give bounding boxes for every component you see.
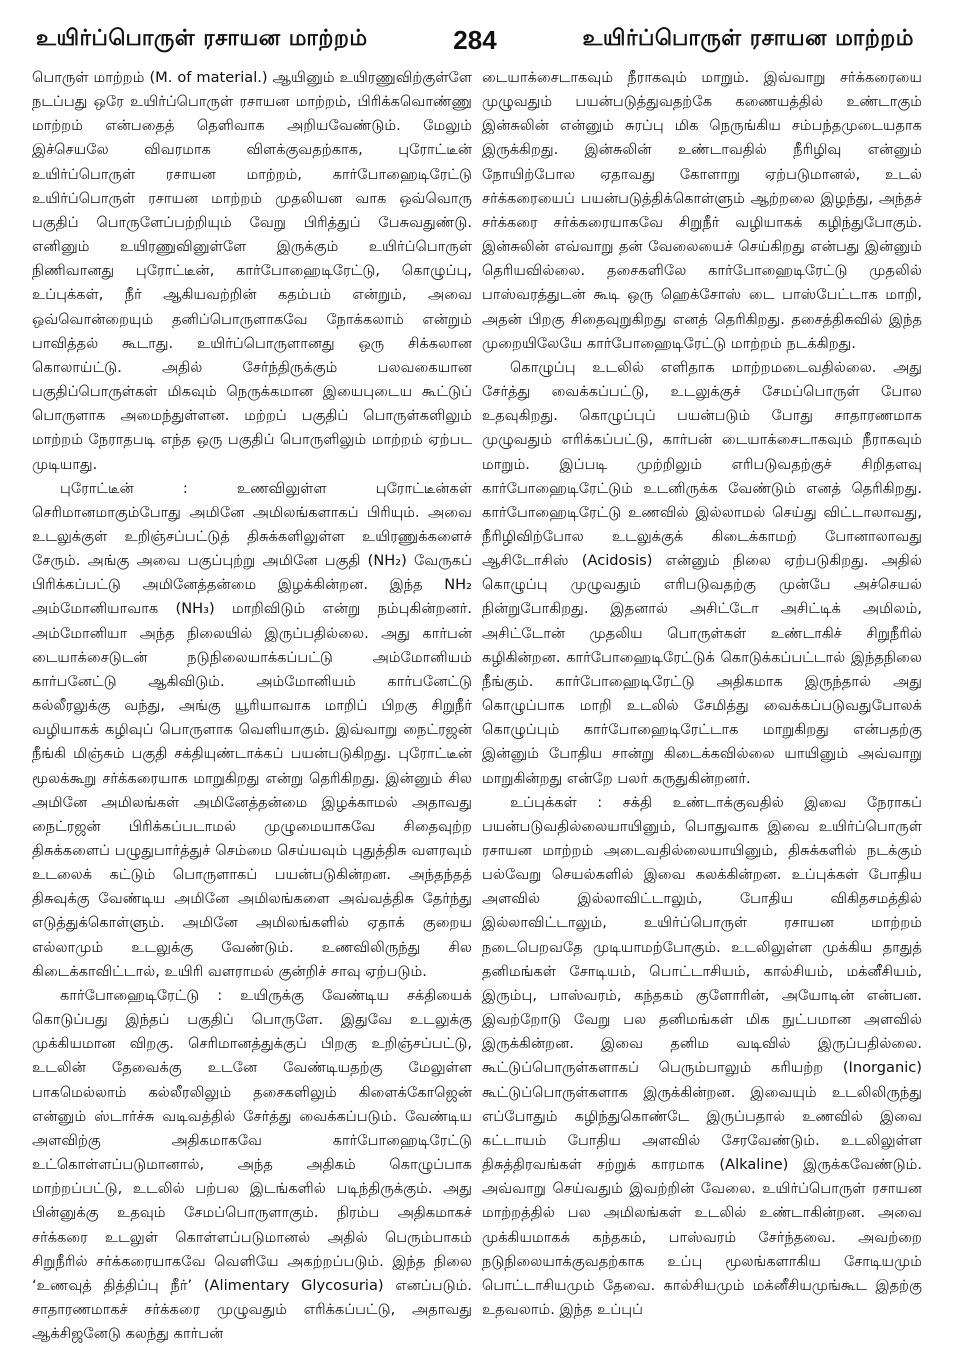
paragraph: டையாக்சைடாகவும் நீராகவும் மாறும். இவ்வாறு சர்க்கரையை முழுவதும் பயன்படுத்துவதற்கே கணையத்தில் உண்டாகும் இன்சுலின் என்னும் சுரப்பு மிக நெருங்கிய சம்பந்தமுடையதாக இருக்கிறது. இன்சுலின் உண்டாவதில் நீரிழிவு என்னும் நோயிற்போல ஏதாவது கோளாறு ஏற்படுமானல், உடல் சர்க்கரையைப் பயன்படுத்திக்கொள்ளும் ஆற்றலை இழந்து, அந்தச் சர்க்கரை சர்க்கரையாகவே சிறுநீர் வழியாகக் கழிந்துபோகும். இன்சுலின் எவ்வாறு தன் வேலையைச் செய்கிறது என்பது இன்னும் தெரியவில்லை. தசைகளிலே கார்போஹைடிரேட்டு முதலில் பாஸ்வரத்துடன் கூடி ஒரு ஹெக்சோஸ் டை பாஸ்பேட்டாக மாறி, அதன் பிறகு சிதைவுறுகிறது எனத் தெரிகிறது. தசைத்திசுவில் இந்த முறையிலேயே கார்போஹைடிரேட்டு மாற்றம் நடக்கிறது. xyxy=(482,69,922,352)
header-title-right: உயிர்ப்பொருள் ரசாயன மாற்றம் xyxy=(582,26,914,51)
paragraph: கார்போஹைடிரேட்டு : உயிருக்கு வேண்டிய சக்தியைக் கொடுப்பது இந்தப் பகுதிப் பொருளே. இதுவே உடலுக்கு முக்கியமான விறகு. செரிமானத்துக்குப் பிறகு உறிஞ்சப்பட்டு, உடலின் தேவைக்கு உடனே வேண்டியதற்கு மேலுள்ள பாகமெல்லாம் கல்லீரலிலும் தசைகளிலும் கிளைக்கோஜென் என்னும் ஸ்டார்ச்சு வடிவத்தில் சேர்த்து வைக்கப்படும். வேண்டிய அளவிற்கு அதிகமாகவே கார்போஹைடிரேட்டு உட்கொள்ளப்படுமானால், அந்த அதிகம் கொழுப்பாக மாற்றப்பட்டு, உடலில் பற்பல இடங்களில் படிந்திருக்கும். அது பின்னுக்கு உதவும் சேமப்பொருளாகும். நிரம்ப அதிகமாகச் சர்க்கரை உடலுள் கொள்ளப்படுமானல் அதில் பெரும்பாகம் சிறுநீரில் சர்க்கரையாகவே வெளியே அகற்றப்படும். இந்த நிலை ‘உணவுத் தித்திப்பு நீர்’ (Alimentary Glycosuria) எனப்படும். சாதாரணமாகச் சர்க்கரை முழுவதும் எரிக்கப்பட்டு, அதாவது ஆக்சிஜனேடு கலந்து கார்பன் xyxy=(32,986,472,1343)
paragraph: பொருள் மாற்றம் (M. of material.) ஆயினும் உயிரணுவிற்குள்ளே நடப்பது ஒரே உயிர்ப்பொருள் ரசாயன மாற்றம், பிரிக்கவொண்ணு மாற்றம் என்பதைத் தெளிவாக அறியவேண்டும். மேலும் இச்செயலே விவரமாக விளக்குவதற்காக, புரோட்டீன் உயிர்ப்பொருள் ரசாயன மாற்றம், கார்போஹைடிரேட்டு உயிர்ப்பொருள் ரசாயன மாற்றம் முதலியன வாக ஒவ்வொரு பகுதிப் பொருளேப்பற்றியும் வேறு பிரித்துப் பேசுவதுண்டு. எனினும் உயிரணுவினுள்ளே இருக்கும் உயிர்ப்பொருள் நிணிவானது புரோட்டீன், கார்போஹைடிரேட்டு, கொழுப்பு, உப்புக்கள், நீர் ஆகியவற்றின் கதம்பம் என்றும், அவை ஒவ்வொன்றையும் தனிப்பொருளாகவே நோக்கலாம் என்றும் பாவித்தல் கூடாது. உயிர்ப்பொருளானது ஒரு சிக்கலான கொலாய்ட்டு. அதில் சேர்ந்திருக்கும் பலவகையான பகுதிப்பொருள்கள் மிகவும் நெருக்கமான இயைபுடைய கூட்டுப் பொருளாக அமைந்துள்ளன. மற்றப் பகுதிப் பொருள்களிலும் மாற்றம் நேராதபடி எந்த ஒரு பகுதிப் பொருளிலும் மாற்றம் ஏற்பட முடியாது. xyxy=(32,69,472,473)
running-header xyxy=(36,22,914,58)
paragraph: உப்புக்கள் : சக்தி உண்டாக்குவதில் இவை நேராகப் பயன்படுவதில்லையாயினும், பொதுவாக இவை உயிர்ப்பொருள் ரசாயன மாற்றம் அடைவதில்லையாயினும், திசுக்களில் நடக்கும் பல்வேறு செயல்களில் இவை கலக்கின்றன. உப்புக்கள் போதிய அளவில் இல்லாவிட்டாலும், போதிய விகிதசமத்தில் இல்லாவிட்டாலும், உயிர்ப்பொருள் ரசாயன மாற்றம் நடைபெறவதே முடியாமற்போகும். உடலிலுள்ள முக்கிய தாதுத் தனிமங்கள் சோடியம், பொட்டாசியம், கால்சியம், மக்னீசியம், இரும்பு, பாஸ்வரம், கந்தகம் குளோரின், அயோடின் என்பன. இவற்றோடு வேறு பல தனிமங்கள் மிக நுட்பமான அளவில் இருக்கின்றன. இவை தனிம வடிவில் இருப்பதில்லை. கூட்டுப்பொருள்களாகப் பெரும்பாலும் கரியற்ற (Inorganic) கூட்டுப்பொருள்களாக இருக்கின்றன. இவையும் உடலிலிருந்து எப்போதும் கழிந்துகொண்டே இருப்பதால் உணவில் இவை கட்டாயம் போதிய அளவில் சேரவேண்டும். உடலிலுள்ள திசுத்திரவங்கள் சற்றுக் காரமாக (Alkaline) இருக்கவேண்டும். அவ்வாறு செய்வதும் இவற்றின் வேலை. உயிர்ப்பொருள் ரசாயன மாற்றத்தில் பல அமிலங்கள் உடலில் உண்டாகின்றன. அவை முக்கியமாகக் கந்தகம், பாஸ்வரம் சேர்ந்தவை. அவற்றை நடுநிலையாக்குவதற்காக உப்பு மூலங்களாகிய சோடியமும் பொட்டாசியமும் தேவை. கால்சியமும் மக்னீசியமுங்கூட இதற்கு உதவலாம். இந்த உப்புப் xyxy=(482,793,922,1318)
header-title-left: உயிர்ப்பொருள் ரசாயன மாற்றம் xyxy=(36,26,368,51)
right-column xyxy=(482,66,922,1354)
page-number: 284 xyxy=(453,24,497,55)
left-column xyxy=(32,66,472,1354)
paragraph: புரோட்டீன் : உணவிலுள்ள புரோட்டீன்கள் செரிமானமாகும்போது அமினே அமிலங்களாகப் பிரியும். அவை உடலுக்குள் உறிஞ்சப்பட்டுத் திசுக்களிலுள்ள உயிரணுக்களைச் சேரும். அங்கு அவை பகுப்புற்று அமினே பகுதி (NH₂) வேருகப் பிரிக்கப்பட்டு அமினேத்தன்மை இழக்கின்றன. இந்த NH₂ அம்மோனியாவாக (NH₃) மாறிவிடும் என்று நம்புகின்றனர். அம்மோனியா அந்த நிலையில் இருப்பதில்லை. அது கார்பன் டையாக்சைடுடன் நடுநிலையாக்கப்பட்டு அம்மோனியம் கார்பனேட்டு ஆகிவிடும். அம்மோனியம் கார்பனேட்டு கல்லீரலுக்கு வந்து, அங்கு யூரியாவாக மாறிப் பிறகு சிறுநீர் வழியாகக் கழிவுப் பொருளாக வெளியாகும். இவ்வாறு நைட்ரஜன் நீங்கி மிஞ்சும் பகுதி சக்தியுண்டாக்கப் பயன்படுகிறது. புரோட்டீன் மூலக்கூறு சர்க்கரையாக மாறுகிறது என்று தெரிகிறது. இன்னும் சில அமினே அமிலங்கள் அமினேத்தன்மை இழக்காமல் அதாவது நைட்ரஜன் பிரிக்கப்படாமல் முழுமையாகவே சிதைவுற்ற திசுக்களைப் பழுதுபார்த்துச் செம்மை செய்யவும் புதுத்திசு வளரவும் உடலைக் கட்டும் பொருளாகப் பயன்படுகின்றன. அந்தந்தத் திசுவுக்கு வேண்டிய அமினே அமிலங்களை அவ்வத்திசு தேர்ந்து எடுத்துக்கொள்ளும். அமினே அமிலங்களில் ஏதாக் குறைய எல்லாமும் உடலுக்கு வேண்டும். உணவிலிருந்து சில கிடைக்காவிட்டால், உயிரி வளராமல் குன்றிச் சாவு ஏற்படும். xyxy=(32,479,472,980)
paragraph: கொழுப்பு உடலில் எளிதாக மாற்றமடைவதில்லை. அது சேர்த்து வைக்கப்பட்டு, உடலுக்குச் சேமப்பொருள் போல உதவுகிறது. கொழுப்புப் பயன்படும் போது சாதாரணமாக முழுவதும் எரிக்கப்பட்டு, கார்பன் டையாக்சைடாகவும் நீராகவும் மாறும். இப்படி முற்றிலும் எரிபடுவதற்குச் சிறிதளவு கார்போஹைடிரேட்டும் உடனிருக்க வேண்டும் எனத் தெரிகிறது. கார்போஹைடிரேட்டு உணவில் இல்லாமல் செய்து விட்டாலாவது, நீரிழிவிற்போல உடலுக்குக் கிடைக்காமற் போனாலாவது ஆசிடோசிஸ் (Acidosis) என்னும் நிலை ஏற்படுகிறது. அதில் கொழுப்பு முழுவதும் எரிபடுவதற்கு முன்பே அச்செயல் நின்றுபோகிறது. இதனால் அசிட்டோ அசிட்டிக் அமிலம், அசிட்டோன் முதலிய பொருள்கள் உண்டாகிச் சிறுநீரில் கழிகின்றன. கார்போஹைடிரேட்டுக் கொடுக்கப்பட்டால் இந்தநிலை நீங்கும். கார்போஹைடிரேட்டு அதிகமாக இருந்தால் அது கொழுப்பாக மாறி உடலில் சேமித்து வைக்கப்படுவதுபோலக் கொழுப்பும் கார்போஹைடிரேட்டாக மாறுகிறது என்பதற்கு இன்னும் போதிய சான்று கிடைக்கவில்லை யாயினும் அவ்வாறு மாறுகின்றது என்றே பலர் கருதுகின்றனர். xyxy=(482,358,922,787)
